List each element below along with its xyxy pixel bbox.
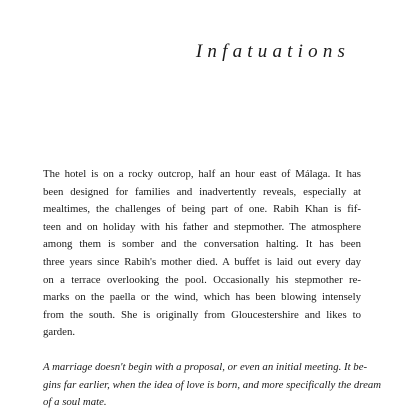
paragraph-line: on a terrace overlooking the pool. Occasionally his stepmother re- [43,273,361,286]
italic-line: of a soul mate. [43,396,107,409]
paragraph-line: three years since Rabih's mother died. A buffet is laid out every day [43,255,361,268]
paragraph-line: mealtimes, the challenges of being part of one. Rabih Khan is fif- [43,203,361,216]
paragraph-line: garden. [43,326,76,339]
paragraph-line: been designed for families and inadvertently reveals, especially at [43,185,361,198]
italic-line: gins far earlier, when the idea of love is born, and more specifically the dream [43,378,382,391]
italic-line: A marriage doesn't begin with a proposal, or even an initial meeting. It be- [43,360,368,373]
italic-passage [43,359,382,412]
paragraph-line: from the south. She is originally from Gloucestershire and likes to [43,308,361,321]
chapter-title: Infatuations [195,41,351,62]
paragraph-line: teen and on holiday with his father and stepmother. The atmosphere [43,220,361,233]
body-text [43,166,382,412]
paragraph-line: marks on the paella or the wind, which has been blowing intensely [43,291,361,304]
paragraph-line: The hotel is on a rocky outcrop, half an hour east of Málaga. It has [43,168,361,180]
paragraph [43,166,361,342]
paragraph-line: among them is somber and the conversation halting. It has been [43,238,361,251]
